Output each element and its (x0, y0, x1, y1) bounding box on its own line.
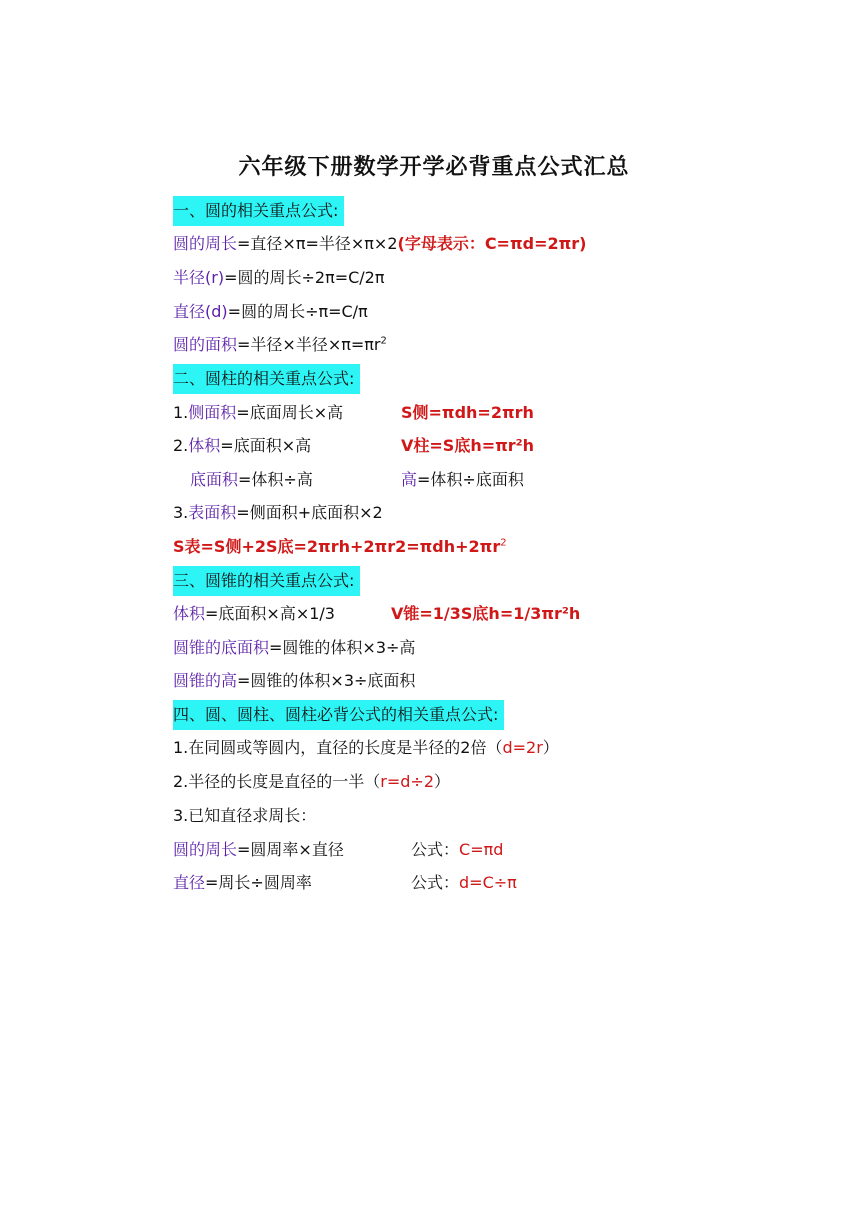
term: 底面积 (190, 470, 239, 489)
circle-circumference-line (173, 229, 586, 259)
text: =底面周长×高 (236, 403, 344, 422)
cylinder-surface-area-line: 3.表面积=侧面积+底面积×2 (173, 503, 383, 522)
term: 侧面积 (188, 403, 237, 422)
text: =底面积×高 (220, 436, 312, 455)
cone-base-area-line (173, 633, 415, 663)
formula: V锥=1/3S底h=1/3πr²h (391, 604, 581, 623)
term: 体积 (173, 604, 206, 623)
radius-line (173, 263, 385, 293)
diameter-line (173, 297, 368, 327)
formula: V柱=S底h=πr²h (401, 436, 535, 455)
text: =圆的周长÷2π=C/2π (224, 268, 385, 287)
text: =圆锥的体积×3÷底面积 (237, 671, 416, 690)
section-1-heading: 一、圆的相关重点公式: (173, 196, 344, 226)
cylinder-lateral-area-line: 1.侧面积=底面周长×高 S侧=πdh=2πrh (173, 398, 343, 428)
term: 圆锥的高 (173, 671, 238, 690)
circle-area-line (173, 330, 387, 360)
text: =底面积×高×1/3 (205, 604, 335, 623)
formula-group: 公式：C=πd (411, 840, 504, 859)
height-formula: 高=体积÷底面积 (401, 470, 524, 489)
cylinder-surface-formula-line (173, 532, 507, 562)
term: 体积 (188, 436, 221, 455)
superscript: 2 (380, 335, 387, 347)
text: =体积÷高 (238, 470, 313, 489)
section-4-heading: 四、圆、圆柱、圆柱必背公式的相关重点公式: (173, 700, 504, 730)
text: =周长÷圆周率 (205, 873, 312, 892)
formula-group: 公式：d=C÷π (411, 873, 517, 892)
term: 直径(d) (173, 302, 228, 321)
formula: d=2r (502, 738, 543, 757)
formula: S侧=πdh=2πrh (401, 403, 534, 422)
term: 圆锥的底面积 (173, 638, 270, 657)
known-diameter-line: 3.已知直径求周长： (173, 806, 317, 825)
formula: (字母表示：C=πd=2πr) (397, 234, 587, 253)
cone-volume-line (173, 599, 581, 629)
text: =圆锥的体积×3÷高 (269, 638, 416, 657)
term: 半径(r) (173, 268, 225, 287)
diameter-from-circumference-line (173, 868, 517, 898)
radius-half-diameter-line: 2.半径的长度是直径的一半（r=d÷2） (173, 772, 451, 791)
superscript: 2 (500, 537, 507, 549)
page-title: 六年级下册数学开学必背重点公式汇总 (238, 155, 630, 180)
term: 圆的周长 (173, 840, 238, 859)
text: =侧面积+底面积×2 (236, 503, 383, 522)
section-2-heading: 二、圆柱的相关重点公式: (173, 364, 360, 394)
cylinder-volume-line: 2.体积=底面积×高 V柱=S底h=πr²h (173, 431, 311, 461)
text: =直径×π=半径×π×2 (237, 234, 398, 253)
term: 圆的面积 (173, 335, 238, 354)
term: 表面积 (188, 503, 237, 522)
term: 直径 (173, 873, 206, 892)
section-3-heading: 三、圆锥的相关重点公式: (173, 566, 360, 596)
text: =圆的周长÷π=C/π (227, 302, 368, 321)
circumference-from-diameter-line (173, 835, 504, 865)
cylinder-base-area-line (190, 465, 524, 495)
diameter-radius-relation-line: 1.在同圆或等圆内，直径的长度是半径的2倍（d=2r） (173, 738, 559, 757)
cone-height-line (173, 666, 415, 696)
text: =圆周率×直径 (237, 840, 344, 859)
formula: S表=S侧+2S底=2πrh+2πr2=πdh+2πr (173, 537, 501, 556)
term: 圆的周长 (173, 234, 238, 253)
text: =半径×半径×π=πr (237, 335, 381, 354)
formula: r=d÷2 (380, 772, 435, 791)
